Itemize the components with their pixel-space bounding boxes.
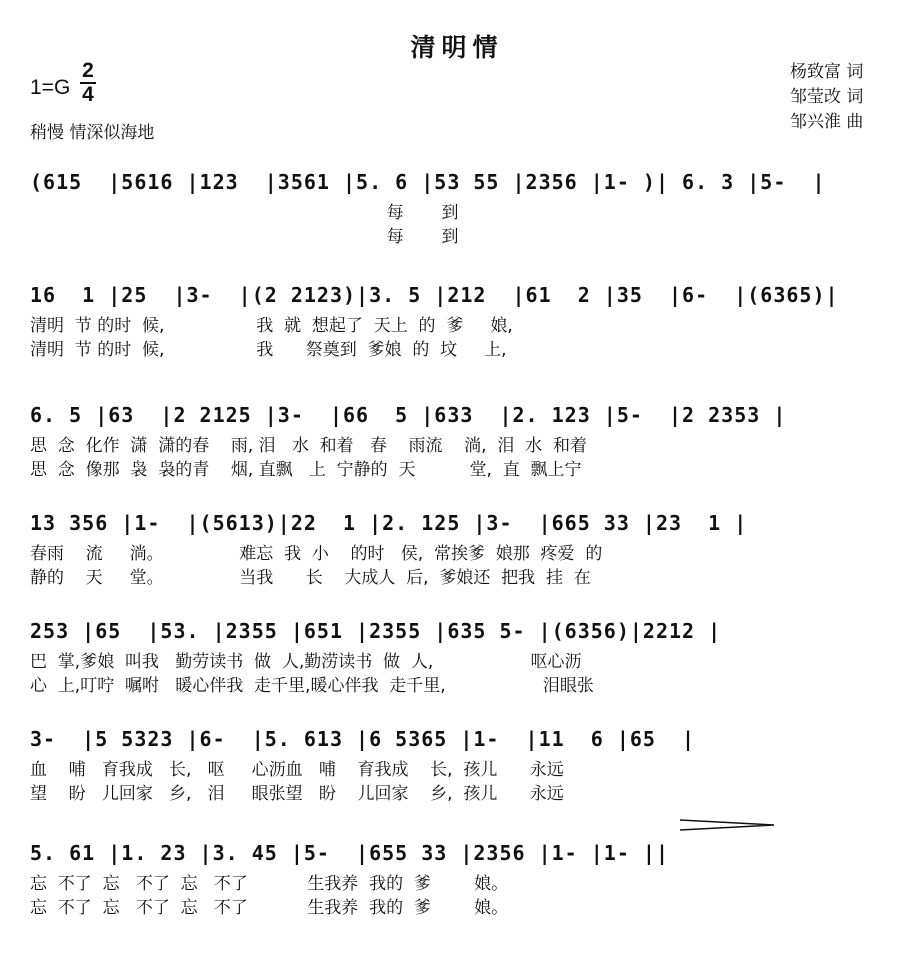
credits — [790, 60, 863, 135]
lyric-verse-2: 望 盼 儿回家 乡, 泪 眼张望 盼 儿回家 乡, 孩儿 永远 — [30, 784, 564, 804]
time-signature-bottom: 4 — [80, 82, 96, 106]
lyric-verse-2: 静的 天 堂。 当我 长 大成人 后, 爹娘还 把我 挂 在 — [30, 568, 591, 588]
notation-line: 16 1 |25 |3- |(2 2123)|3. 5 |212 |61 2 |35 |6- |(6365)| — [30, 283, 839, 307]
notation-line: (615 |5616 |123 |3561 |5. 6 |53 55 |2356 |1- )| 6. 3 |5- | — [30, 170, 826, 194]
decrescendo-hairpin — [680, 818, 776, 832]
notation-line: 3- |5 5323 |6- |5. 613 |6 5365 |1- |11 6 |65 | — [30, 727, 696, 751]
song-title: 清明情 — [410, 33, 504, 62]
time-signature — [80, 60, 96, 106]
composer: 邹兴淮 曲 — [790, 112, 864, 132]
score-system-2 — [0, 268, 914, 388]
lyric-verse-1: 思 念 化作 潇 潇的春 雨, 泪 水 和着 春 雨流 淌, 泪 水 和着 — [30, 436, 587, 456]
score-system-7 — [0, 826, 914, 946]
lyric-verse-2: 思 念 像那 袅 袅的青 烟, 直飘 上 宁静的 天 堂, 直 飘上宁 — [30, 460, 582, 480]
lyric-verse-2: 清明 节 的时 候, 我 祭奠到 爹娘 的 坟 上, — [30, 340, 507, 360]
score-system-1 — [0, 155, 914, 275]
notation-line: 6. 5 |63 |2 2125 |3- |66 5 |633 |2. 123 |5- |2 2353 | — [30, 403, 787, 427]
key-signature: 1=G — [30, 76, 71, 99]
lyric-verse-1: 每 到 — [30, 203, 459, 223]
lyric-verse-2: 忘 不了 忘 不了 忘 不了 生我养 我的 爹 娘。 — [30, 898, 509, 918]
lyric-verse-2: 心 上,叮咛 嘱咐 暖心伴我 走千里,暖心伴我 走千里, 泪眼张 — [30, 676, 594, 696]
lyricist-2: 邹莹改 词 — [790, 87, 864, 107]
lyricist-1: 杨致富 词 — [790, 62, 864, 82]
score-system-3 — [0, 388, 914, 508]
lyric-verse-2: 每 到 — [30, 227, 459, 247]
lyric-verse-1: 忘 不了 忘 不了 忘 不了 生我养 我的 爹 娘。 — [30, 874, 509, 894]
lyric-verse-1: 春雨 流 淌。 难忘 我 小 的时 侯, 常挨爹 娘那 疼爱 的 — [30, 544, 603, 564]
score-system-5 — [0, 604, 914, 724]
time-signature-top: 2 — [82, 59, 94, 82]
notation-line: 253 |65 |53. |2355 |651 |2355 |635 5- |(6356)|2212 | — [30, 619, 722, 643]
lyric-verse-1: 巴 掌,爹娘 叫我 勤劳读书 做 人,勤涝读书 做 人, 呕心沥 — [30, 652, 582, 672]
notation-line: 5. 61 |1. 23 |3. 45 |5- |655 33 |2356 |1- |1- || — [30, 841, 670, 865]
notation-line: 13 356 |1- |(5613)|22 1 |2. 125 |3- |665 33 |23 1 | — [30, 511, 748, 535]
tempo-marking: 稍慢 情深似海地 — [30, 123, 155, 143]
lyric-verse-1: 血 哺 育我成 长, 呕 心沥血 哺 育我成 长, 孩儿 永远 — [30, 760, 564, 780]
score-system-4 — [0, 496, 914, 616]
score-system-6 — [0, 712, 914, 832]
lyric-verse-1: 清明 节 的时 候, 我 就 想起了 天上 的 爹 娘, — [30, 316, 513, 336]
